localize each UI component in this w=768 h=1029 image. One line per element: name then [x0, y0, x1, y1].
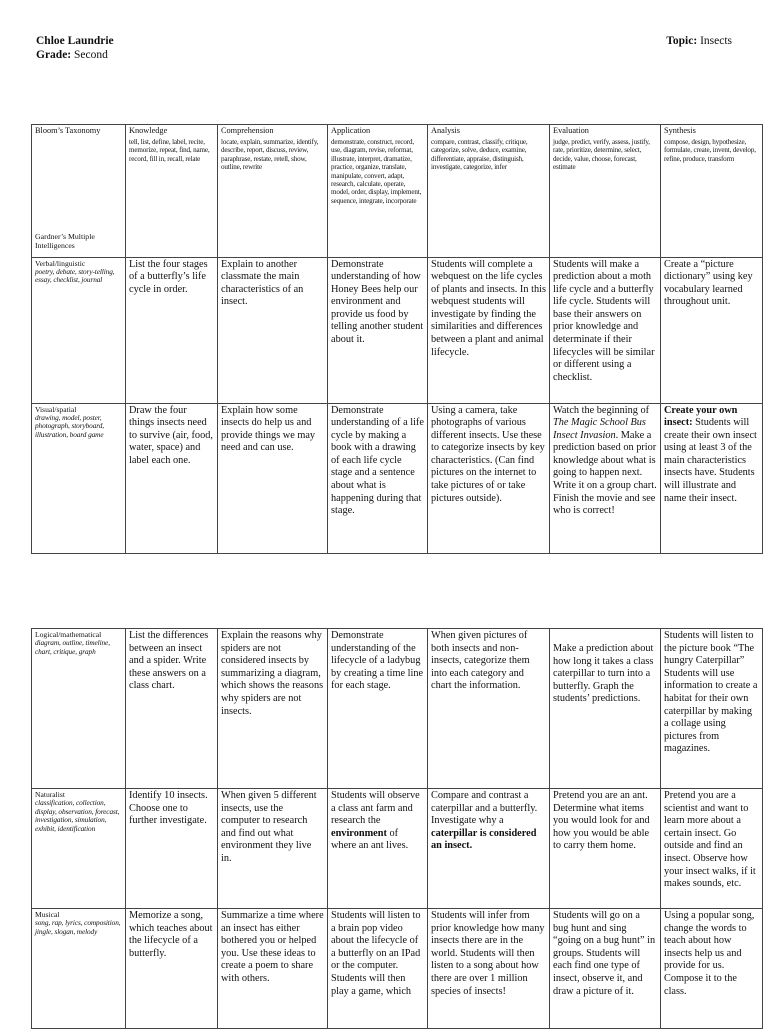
- topic-line: Topic: Insects: [666, 35, 732, 47]
- verbs-application: demonstrate, construct, record, use, diagram, revise, reformat, illustrate, interpret, dramatize, practice, organize, translate, manipulate, convert, adapt, research, calculate, operate, model, order, display, implement, sequence, integrate, incorporate: [328, 137, 428, 257]
- row-label-musical: Musical song, rap, lyrics, composition, jingle, slogan, melody: [32, 909, 126, 1029]
- table-row-musical: [32, 909, 763, 1029]
- visual-knowledge: Draw the four things insects need to survive (air, food, water, space) and label each one.: [126, 403, 218, 553]
- visual-application: Demonstrate understanding of a life cycle by making a book with a drawing of each life cycle stage and a sentence about what is happening during that stage.: [328, 403, 428, 553]
- verbal-application: Demonstrate understanding of how Honey Bees help our environment and provide us food by telling another student about it.: [328, 257, 428, 403]
- taxonomy-header-cell: Bloom’s Taxonomy Gardner’s Multiple Intelligences: [32, 125, 126, 258]
- musical-knowledge: Memorize a song, which teaches about the lifecycle of a butterfly.: [126, 909, 218, 1029]
- naturalist-comprehension: When given 5 different insects, use the computer to research and find out what environment they live in.: [218, 789, 328, 909]
- taxonomy-header-row: [32, 125, 763, 138]
- table-row-visual: [32, 403, 763, 553]
- verbal-comprehension: Explain to another classmate the main characteristics of an insect.: [218, 257, 328, 403]
- verbs-comprehension: locate, explain, summarize, identify, describe, report, discuss, review, paraphrase, restate, retell, show, outline, rewrite: [218, 137, 328, 257]
- verbal-evaluation: Students will make a prediction about a moth life cycle and a butterfly life cycle. Students will base their answers on prior knowledge and determinate if their lifecycles will be similar or different using a checklist.: [550, 257, 661, 403]
- verbs-analysis: compare, contrast, classify, critique, categorize, solve, deduce, examine, differentiate, appraise, distinguish, investigate, categorize, infer: [428, 137, 550, 257]
- blooms-gardner-table-bottom: [31, 628, 763, 1029]
- table-row-verbal: [32, 257, 763, 403]
- blooms-gardner-table-top: [31, 124, 763, 554]
- verbs-evaluation: judge, predict, verify, assess, justify, rate, prioritize, determine, select, decide, value, choose, forecast, estimate: [550, 137, 661, 257]
- table-row-naturalist: [32, 789, 763, 909]
- logical-application: Demonstrate understanding of the lifecycle of a ladybug by creating a time line for each stage.: [328, 629, 428, 789]
- row-label-logical: Logical/mathematical diagram, outline, timeline, chart, critique, graph: [32, 629, 126, 789]
- musical-comprehension: Summarize a time where an insect has either bothered you or helped you. Use these ideas to create a poem to share with others.: [218, 909, 328, 1029]
- header-synthesis: Synthesis: [661, 125, 763, 138]
- naturalist-knowledge: Identify 10 insects. Choose one to further investigate.: [126, 789, 218, 909]
- musical-evaluation: Students will go on a bug hunt and sing “going on a bug hunt” in groups. Students will each find one type of insect, observe it, and draw a picture of it.: [550, 909, 661, 1029]
- verbal-analysis: Students will complete a webquest on the life cycles of plants and insects. In this webquest students will investigate by finding the similarities and differences between a plant and animal lifecycle.: [428, 257, 550, 403]
- verbs-knowledge: tell, list, define, label, recite, memorize, repeat, find, name, record, fill in, recall, relate: [126, 137, 218, 257]
- header-analysis: Analysis: [428, 125, 550, 138]
- naturalist-application: Students will observe a class ant farm and research the environment of where an ant lives.: [328, 789, 428, 909]
- musical-analysis: Students will infer from prior knowledge how many insects there are in the world. Students will then listen to a song about how there are over 1 million species of insects!: [428, 909, 550, 1029]
- gardner-label: Gardner’s Multiple Intelligences: [35, 232, 95, 250]
- table-row-logical: [32, 629, 763, 789]
- verbal-synthesis: Create a “picture dictionary” using key vocabulary learned throughout unit.: [661, 257, 763, 403]
- header-evaluation: Evaluation: [550, 125, 661, 138]
- header-comprehension: Comprehension: [218, 125, 328, 138]
- naturalist-synthesis: Pretend you are a scientist and want to learn more about a certain insect. Go outside and find an insect. Observe how your insect walks, if it makes sounds, etc.: [661, 789, 763, 909]
- musical-synthesis: Using a popular song, change the words to teach about how insects help us and provide for us. Compose it to the class.: [661, 909, 763, 1029]
- logical-evaluation: Make a prediction about how long it takes a class caterpillar to turn into a butterfly. Graph the students’ predictions.: [550, 629, 661, 789]
- logical-knowledge: List the differences between an insect and a spider. Write these answers on a class chart.: [126, 629, 218, 789]
- header-knowledge: Knowledge: [126, 125, 218, 138]
- grade-line: Grade: Second: [36, 49, 108, 61]
- visual-comprehension: Explain how some insects do help us and provide things we may need and can use.: [218, 403, 328, 553]
- naturalist-analysis: Compare and contrast a caterpillar and a butterfly. Investigate why a caterpillar is considered an insect.: [428, 789, 550, 909]
- musical-application: Students will listen to a brain pop video about the lifecycle of a butterfly on an IPad or the computer. Students will then play a game, which: [328, 909, 428, 1029]
- visual-evaluation: Watch the beginning of The Magic School Bus Insect Invasion. Make a prediction based on prior knowledge about what is going to happen next. Write it on a group chart. Finish the movie and see who is correct!: [550, 403, 661, 553]
- student-name: Chloe Laundrie: [36, 35, 114, 47]
- row-label-visual: Visual/spatial drawing, model, poster, photograph, storyboard, illustration, board game: [32, 403, 126, 553]
- visual-analysis: Using a camera, take photographs of various different insects. Use these to categorize insects by key characteristics. (Can find pictures on the internet to take pictures of or take pictures outside).: [428, 403, 550, 553]
- row-label-verbal: Verbal/linguistic poetry, debate, story-telling, essay, checklist, journal: [32, 257, 126, 403]
- header-application: Application: [328, 125, 428, 138]
- verbal-knowledge: List the four stages of a butterfly’s life cycle in order.: [126, 257, 218, 403]
- visual-synthesis: Create your own insect: Students will create their own insect using at least 3 of the main characteristics insects have. Students will illustrate and name their insect.: [661, 403, 763, 553]
- row-label-naturalist: Naturalist classification, collection, display, observation, forecast, investigation, simulation, exhibit, identification: [32, 789, 126, 909]
- naturalist-evaluation: Pretend you are an ant. Determine what items you would look for and how you would be able to carry them home.: [550, 789, 661, 909]
- verbs-row: [32, 137, 763, 257]
- logical-synthesis: Students will listen to the picture book “The hungry Caterpillar” Students will use information to create a habitat for their own caterpillar by making a collage using pictures from magazines.: [661, 629, 763, 789]
- logical-analysis: When given pictures of both insects and non-insects, categorize them into each category and chart the information.: [428, 629, 550, 789]
- verbs-synthesis: compose, design, hypothesize, formulate, create, invent, develop, refine, produce, transform: [661, 137, 763, 257]
- logical-comprehension: Explain the reasons why spiders are not considered insects by summarizing a diagram, which shows the reasons why spiders are not insects.: [218, 629, 328, 789]
